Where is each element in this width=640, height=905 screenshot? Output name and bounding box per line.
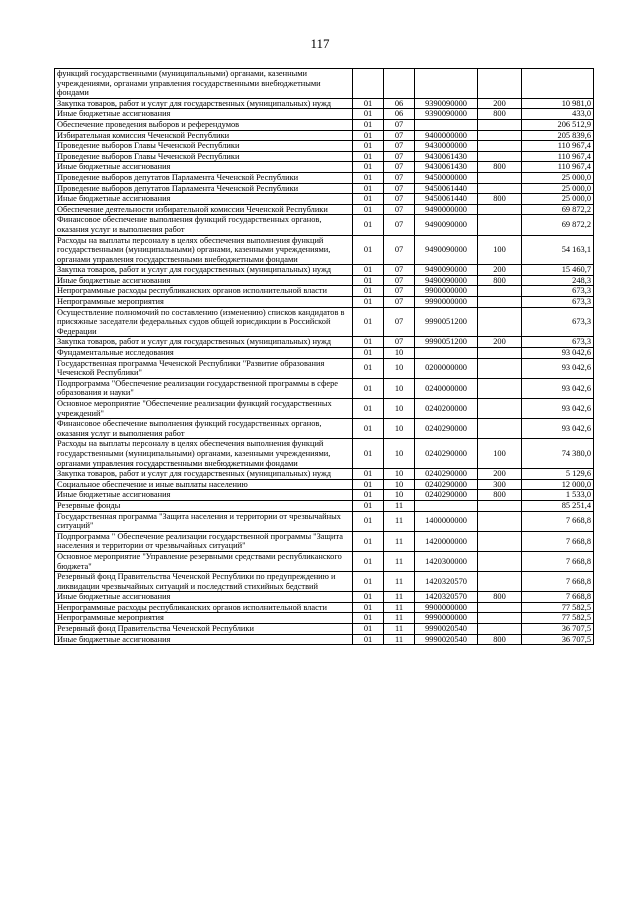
table-row [55,215,594,235]
subsection-code-cell: 07 [384,194,415,205]
target-item-code-cell: 9990000000 [415,297,478,308]
target-item-code-cell: 0240290000 [415,469,478,480]
target-item-code-cell: 0240290000 [415,419,478,439]
section-code-cell: 01 [353,479,384,490]
subsection-code-cell: 07 [384,162,415,173]
target-item-code-cell: 9450061440 [415,183,478,194]
amount-cell: 673,3 [522,307,594,337]
subsection-code-cell: 11 [384,602,415,613]
target-item-code-cell: 9450061440 [415,194,478,205]
subsection-code-cell: 10 [384,469,415,480]
section-code-cell: 01 [353,162,384,173]
table-row [55,378,594,398]
expense-type-code-cell [478,204,522,215]
amount-cell: 54 163,1 [522,235,594,265]
target-item-code-cell: 0240200000 [415,399,478,419]
table-row [55,162,594,173]
expense-name-cell: Иные бюджетные ассигнования [55,162,353,173]
section-code-cell: 01 [353,119,384,130]
amount-cell: 93 042,6 [522,358,594,378]
target-item-code-cell: 9900000000 [415,286,478,297]
target-item-code-cell: 1400000000 [415,511,478,531]
table-row [55,348,594,359]
section-code-cell: 01 [353,275,384,286]
expense-name-cell: Иные бюджетные ассигнования [55,592,353,603]
table-row [55,141,594,152]
section-code-cell: 01 [353,109,384,120]
subsection-code-cell: 07 [384,297,415,308]
expense-name-cell: Проведение выборов депутатов Парламента Чеченской Республики [55,172,353,183]
expense-name-cell: Иные бюджетные ассигнования [55,634,353,645]
target-item-code-cell: 9490090000 [415,265,478,276]
target-item-code-cell: 0240290000 [415,479,478,490]
amount-cell: 93 042,6 [522,419,594,439]
table-row [55,551,594,571]
table-row [55,572,594,592]
expense-type-code-cell: 300 [478,479,522,490]
table-row [55,172,594,183]
table-row [55,511,594,531]
expense-name-cell: Обеспечение деятельности избирательной комиссии Чеченской Республики [55,204,353,215]
expense-type-code-cell: 800 [478,194,522,205]
section-code-cell: 01 [353,151,384,162]
subsection-code-cell: 07 [384,204,415,215]
expense-name-cell: Государственная программа Чеченской Республики "Развитие образования Чеченской Республики" [55,358,353,378]
target-item-code-cell: 9990020540 [415,624,478,635]
section-code-cell: 01 [353,337,384,348]
amount-cell: 7 668,8 [522,572,594,592]
subsection-code-cell: 11 [384,511,415,531]
amount-cell: 15 460,7 [522,265,594,276]
subsection-code-cell: 11 [384,613,415,624]
expense-type-code-cell: 800 [478,592,522,603]
subsection-code-cell: 11 [384,500,415,511]
amount-cell: 673,3 [522,297,594,308]
target-item-code-cell: 9390090000 [415,109,478,120]
target-item-code-cell: 1420000000 [415,531,478,551]
expense-type-code-cell [478,358,522,378]
subsection-code-cell: 11 [384,572,415,592]
section-code-cell: 01 [353,204,384,215]
amount-cell: 93 042,6 [522,399,594,419]
amount-cell: 25 000,0 [522,183,594,194]
table-row [55,194,594,205]
target-item-code-cell: 9490090000 [415,275,478,286]
table-row [55,399,594,419]
target-item-code-cell: 0240290000 [415,490,478,501]
subsection-code-cell: 10 [384,378,415,398]
target-item-code-cell: 9430061430 [415,151,478,162]
amount-cell: 248,3 [522,275,594,286]
section-code-cell: 01 [353,439,384,469]
section-code-cell: 01 [353,98,384,109]
table-row [55,531,594,551]
target-item-code-cell [415,348,478,359]
page-number: 117 [310,36,330,51]
subsection-code-cell: 11 [384,634,415,645]
subsection-code-cell: 10 [384,479,415,490]
subsection-code-cell: 07 [384,183,415,194]
target-item-code-cell [415,119,478,130]
subsection-code-cell: 07 [384,265,415,276]
target-item-code-cell: 9400000000 [415,130,478,141]
subsection-code-cell: 07 [384,337,415,348]
subsection-code-cell: 11 [384,592,415,603]
expense-type-code-cell [478,215,522,235]
target-item-code-cell: 9990000000 [415,613,478,624]
amount-cell: 36 707,5 [522,634,594,645]
section-code-cell: 01 [353,602,384,613]
amount-cell [522,69,594,99]
expense-name-cell: Непрограммные расходы республиканских органов исполнительной власти [55,286,353,297]
expense-type-code-cell: 200 [478,98,522,109]
table-row [55,337,594,348]
target-item-code-cell: 9490090000 [415,235,478,265]
section-code-cell: 01 [353,551,384,571]
expense-name-cell: Закупка товаров, работ и услуг для государственных (муниципальных) нужд [55,469,353,480]
amount-cell: 110 967,4 [522,151,594,162]
amount-cell: 5 129,6 [522,469,594,480]
section-code-cell: 01 [353,172,384,183]
section-code-cell: 01 [353,286,384,297]
target-item-code-cell: 9450000000 [415,172,478,183]
amount-cell: 7 668,8 [522,531,594,551]
section-code-cell: 01 [353,265,384,276]
expense-name-cell: Проведение выборов Главы Чеченской Республики [55,141,353,152]
amount-cell: 25 000,0 [522,194,594,205]
expense-name-cell: Финансовое обеспечение выполнения функций государственных органов, оказания услуг и выполнения работ [55,419,353,439]
table-row [55,235,594,265]
section-code-cell: 01 [353,130,384,141]
expense-name-cell: Резервный фонд Правительства Чеченской Республики [55,624,353,635]
expense-name-cell: Проведение выборов депутатов Парламента Чеченской Республики [55,183,353,194]
expense-name-cell: Основное мероприятие "Обеспечение реализации функций государственных учреждений" [55,399,353,419]
subsection-code-cell: 07 [384,141,415,152]
expense-type-code-cell: 800 [478,162,522,173]
expense-type-code-cell [478,297,522,308]
section-code-cell: 01 [353,500,384,511]
subsection-code-cell: 07 [384,130,415,141]
table-row [55,500,594,511]
amount-cell: 206 512,9 [522,119,594,130]
amount-cell: 110 967,4 [522,162,594,173]
section-code-cell: 01 [353,141,384,152]
subsection-code-cell [384,69,415,99]
section-code-cell: 01 [353,378,384,398]
amount-cell: 36 707,5 [522,624,594,635]
section-code-cell: 01 [353,613,384,624]
expense-type-code-cell [478,348,522,359]
expense-name-cell: Иные бюджетные ассигнования [55,275,353,286]
section-code-cell: 01 [353,297,384,308]
amount-cell: 25 000,0 [522,172,594,183]
section-code-cell: 01 [353,215,384,235]
expense-name-cell: Закупка товаров, работ и услуг для государственных (муниципальных) нужд [55,265,353,276]
target-item-code-cell: 0240290000 [415,439,478,469]
subsection-code-cell: 11 [384,551,415,571]
subsection-code-cell: 10 [384,399,415,419]
expense-type-code-cell: 100 [478,439,522,469]
expense-type-code-cell [478,419,522,439]
table-row [55,307,594,337]
table-row [55,265,594,276]
expense-type-code-cell [478,572,522,592]
table-row [55,286,594,297]
expense-type-code-cell [478,624,522,635]
subsection-code-cell: 07 [384,307,415,337]
amount-cell: 77 582,5 [522,602,594,613]
expense-name-cell: Резервные фонды [55,500,353,511]
subsection-code-cell: 07 [384,235,415,265]
amount-cell: 110 967,4 [522,141,594,152]
subsection-code-cell: 10 [384,419,415,439]
table-row [55,204,594,215]
expense-name-cell: Социальное обеспечение и иные выплаты населению [55,479,353,490]
subsection-code-cell: 06 [384,109,415,120]
subsection-code-cell: 07 [384,172,415,183]
table-row [55,109,594,120]
amount-cell: 77 582,5 [522,613,594,624]
table-row [55,130,594,141]
section-code-cell: 01 [353,592,384,603]
expense-name-cell: Закупка товаров, работ и услуг для государственных (муниципальных) нужд [55,337,353,348]
target-item-code-cell: 9490000000 [415,204,478,215]
expense-name-cell: Иные бюджетные ассигнования [55,194,353,205]
expense-type-code-cell: 800 [478,490,522,501]
expense-name-cell: функций государственными (муниципальными) органами, казенными учреждениями, органами управления государственными внебюджетными фондами [55,69,353,99]
table-row [55,479,594,490]
target-item-code-cell: 9490090000 [415,215,478,235]
section-code-cell: 01 [353,634,384,645]
expense-type-code-cell [478,613,522,624]
expense-type-code-cell: 100 [478,235,522,265]
section-code-cell: 01 [353,531,384,551]
expense-type-code-cell: 200 [478,265,522,276]
table-row [55,634,594,645]
table-row [55,275,594,286]
table-row [55,439,594,469]
section-code-cell: 01 [353,235,384,265]
section-code-cell: 01 [353,183,384,194]
expense-type-code-cell [478,500,522,511]
target-item-code-cell: 9990051200 [415,307,478,337]
expense-name-cell: Непрограммные расходы республиканских органов исполнительной власти [55,602,353,613]
amount-cell: 205 839,6 [522,130,594,141]
subsection-code-cell: 07 [384,119,415,130]
expense-type-code-cell [478,551,522,571]
target-item-code-cell: 9900000000 [415,602,478,613]
table-row [55,98,594,109]
amount-cell: 12 000,0 [522,479,594,490]
expense-name-cell: Подпрограмма "Обеспечение реализации государственной программы в сфере образования и науки" [55,378,353,398]
subsection-code-cell: 11 [384,624,415,635]
amount-cell: 74 380,0 [522,439,594,469]
table-row [55,490,594,501]
expense-type-code-cell [478,602,522,613]
table-row [55,592,594,603]
target-item-code-cell: 1420320570 [415,572,478,592]
expense-type-code-cell: 800 [478,275,522,286]
section-code-cell: 01 [353,469,384,480]
expense-type-code-cell [478,307,522,337]
expense-name-cell: Резервный фонд Правительства Чеченской Республики по предупреждению и ликвидации чрезвычайных ситуаций и последствий стихийных бедствий [55,572,353,592]
section-code-cell: 01 [353,419,384,439]
expense-type-code-cell: 800 [478,109,522,120]
table-row [55,297,594,308]
target-item-code-cell: 1420300000 [415,551,478,571]
budget-table-body [55,69,594,645]
table-row [55,69,594,99]
amount-cell: 7 668,8 [522,551,594,571]
section-code-cell: 01 [353,624,384,635]
amount-cell: 673,3 [522,337,594,348]
section-code-cell: 01 [353,358,384,378]
subsection-code-cell: 07 [384,151,415,162]
table-row [55,151,594,162]
subsection-code-cell: 11 [384,531,415,551]
expense-type-code-cell [478,130,522,141]
amount-cell: 7 668,8 [522,511,594,531]
table-row [55,419,594,439]
subsection-code-cell: 10 [384,348,415,359]
section-code-cell: 01 [353,572,384,592]
expense-type-code-cell [478,378,522,398]
budget-table [54,68,594,645]
section-code-cell: 01 [353,194,384,205]
expense-name-cell: Обеспечение проведения выборов и референдумов [55,119,353,130]
table-row [55,183,594,194]
target-item-code-cell: 9430061430 [415,162,478,173]
expense-type-code-cell [478,151,522,162]
target-item-code-cell: 9430000000 [415,141,478,152]
expense-name-cell: Закупка товаров, работ и услуг для государственных (муниципальных) нужд [55,98,353,109]
expense-type-code-cell [478,119,522,130]
amount-cell: 85 251,4 [522,500,594,511]
amount-cell: 93 042,6 [522,378,594,398]
subsection-code-cell: 06 [384,98,415,109]
amount-cell: 10 981,0 [522,98,594,109]
section-code-cell: 01 [353,348,384,359]
target-item-code-cell [415,69,478,99]
amount-cell: 93 042,6 [522,348,594,359]
expense-name-cell: Непрограммные мероприятия [55,613,353,624]
section-code-cell: 01 [353,307,384,337]
expense-type-code-cell: 200 [478,469,522,480]
table-row [55,602,594,613]
table-row [55,469,594,480]
expense-name-cell: Подпрограмма " Обеспечение реализации государственной программы "Защита населения и территории от чрезвычайных ситуаций" [55,531,353,551]
section-code-cell: 01 [353,490,384,501]
expense-name-cell: Расходы на выплаты персоналу в целях обеспечения выполнения функций государственными (муниципальными) органами, казенными учреждениями, органами управления государственными внебюджетными фондами [55,439,353,469]
amount-cell: 1 533,0 [522,490,594,501]
table-row [55,613,594,624]
subsection-code-cell: 07 [384,286,415,297]
expense-type-code-cell [478,183,522,194]
expense-type-code-cell [478,531,522,551]
expense-type-code-cell [478,141,522,152]
target-item-code-cell: 0240000000 [415,378,478,398]
target-item-code-cell: 9990051200 [415,337,478,348]
amount-cell: 69 872,2 [522,215,594,235]
amount-cell: 673,3 [522,286,594,297]
expense-name-cell: Фундаментальные исследования [55,348,353,359]
expense-name-cell: Основное мероприятие "Управление резервными средствами республиканского бюджета" [55,551,353,571]
expense-name-cell: Иные бюджетные ассигнования [55,109,353,120]
expense-name-cell: Избирательная комиссия Чеченской Республики [55,130,353,141]
expense-name-cell: Расходы на выплаты персоналу в целях обеспечения выполнения функций государственными (муниципальными) органами, казенными учреждениями, органами управления государственными внебюджетными фондами [55,235,353,265]
expense-type-code-cell: 200 [478,337,522,348]
expense-type-code-cell [478,399,522,419]
expense-name-cell: Государственная программа "Защита населения и территории от чрезвычайных ситуаций" [55,511,353,531]
table-row [55,358,594,378]
target-item-code-cell [415,500,478,511]
amount-cell: 7 668,8 [522,592,594,603]
subsection-code-cell: 10 [384,358,415,378]
section-code-cell [353,69,384,99]
expense-name-cell: Иные бюджетные ассигнования [55,490,353,501]
subsection-code-cell: 10 [384,490,415,501]
expense-name-cell: Проведение выборов Главы Чеченской Республики [55,151,353,162]
expense-name-cell: Непрограммные мероприятия [55,297,353,308]
expense-type-code-cell [478,511,522,531]
section-code-cell: 01 [353,511,384,531]
expense-type-code-cell [478,172,522,183]
expense-name-cell: Осуществление полномочий по составлению (изменению) списков кандидатов в присяжные заседатели федеральных судов общей юрисдикции в Российской Федерации [55,307,353,337]
subsection-code-cell: 07 [384,275,415,286]
section-code-cell: 01 [353,399,384,419]
table-row [55,119,594,130]
target-item-code-cell: 1420320570 [415,592,478,603]
expense-type-code-cell: 800 [478,634,522,645]
subsection-code-cell: 07 [384,215,415,235]
expense-name-cell: Финансовое обеспечение выполнения функций государственных органов, оказания услуг и выполнения работ [55,215,353,235]
target-item-code-cell: 0200000000 [415,358,478,378]
table-row [55,624,594,635]
amount-cell: 69 872,2 [522,204,594,215]
amount-cell: 433,0 [522,109,594,120]
subsection-code-cell: 10 [384,439,415,469]
expense-type-code-cell [478,69,522,99]
expense-type-code-cell [478,286,522,297]
target-item-code-cell: 9990020540 [415,634,478,645]
target-item-code-cell: 9390090000 [415,98,478,109]
